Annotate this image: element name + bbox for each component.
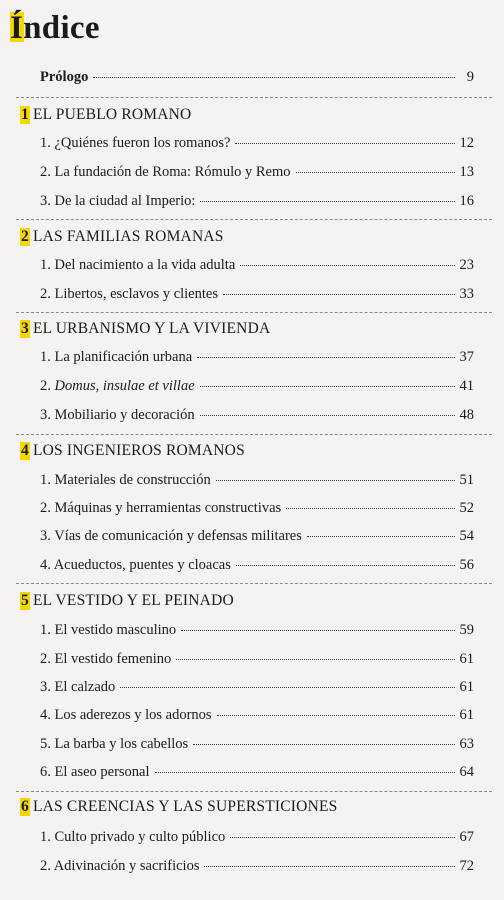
toc-entry-label [40,378,195,395]
toc-entry-page: 63 [459,736,474,752]
toc-entry[interactable] [40,736,474,756]
toc-entry[interactable] [40,472,474,492]
section-number: 6 [21,798,29,815]
toc-entry-label: 1. Culto privado y culto público [40,829,226,845]
section-heading-1[interactable] [20,106,480,128]
toc-entry-page: 23 [459,257,474,273]
section-title: LOS INGENIEROS ROMANOS [32,442,245,459]
toc-entry-prologue[interactable] [40,69,474,89]
toc-entry[interactable] [40,707,474,727]
toc-entry[interactable] [40,557,474,577]
leader-dots [217,705,455,716]
toc-entry[interactable] [40,764,474,784]
toc-entry[interactable] [40,193,474,213]
leader-dots [240,255,454,266]
leader-dots [193,734,454,745]
section-number: 1 [21,106,29,123]
leader-dots [286,498,454,509]
toc-entry-label: 3. Mobiliario y decoración [40,407,195,423]
toc-entry-label-italic: Domus, insulae et villae [54,378,195,394]
section-number: 3 [21,320,29,337]
section-title: LAS FAMILIAS ROMANAS [32,228,224,245]
leader-dots [200,376,455,387]
toc-entry-label-prefix: 2. [40,378,55,394]
toc-entry[interactable] [40,407,474,427]
section-divider [16,219,492,220]
toc-entry-label: 5. La barba y los cabellos [40,736,189,752]
section-heading-4[interactable] [20,442,480,464]
section-number: 5 [21,592,29,609]
toc-entry-page: 16 [459,193,474,209]
toc-entry-label: 1. Del nacimiento a la vida adulta [40,257,236,273]
leader-dots [204,856,454,867]
toc-entry-label: 3. Vías de comunicación y defensas militares [40,528,302,544]
toc-entry-page: 41 [459,378,474,394]
section-divider [16,97,492,98]
toc-entry-page: 51 [459,472,474,488]
leader-dots [200,405,455,416]
leader-dots [307,526,455,537]
toc-entry-page: 12 [459,135,474,151]
section-heading-2[interactable] [20,228,480,250]
toc-entry-label: 1. ¿Quiénes fueron los romanos? [40,135,231,151]
leader-dots [93,67,455,78]
toc-entry[interactable] [40,829,474,849]
toc-entry-label: 3. De la ciudad al Imperio: [40,193,196,209]
toc-entry-page: 72 [459,858,474,874]
toc-entry-page: 33 [459,286,474,302]
section-title: EL PUEBLO ROMANO [32,106,192,123]
leader-dots [296,162,455,173]
toc-entry[interactable] [40,651,474,671]
leader-dots [230,827,454,838]
leader-dots [176,649,454,660]
toc-entry-page: 37 [459,349,474,365]
toc-entry-page: 56 [459,557,474,573]
toc-entry-page: 9 [466,69,474,85]
toc-entry-label: 2. Máquinas y herramientas constructivas [40,500,282,516]
leader-dots [120,677,454,688]
section-divider [16,434,492,435]
leader-dots [200,191,454,202]
toc-entry-page: 61 [459,707,474,723]
toc-entry-page: 54 [459,528,474,544]
toc-entry[interactable] [40,528,474,548]
toc-entry[interactable] [40,135,474,155]
toc-entry[interactable] [40,257,474,277]
toc-entry-page: 48 [459,407,474,423]
section-title: EL URBANISMO Y LA VIVIENDA [32,320,271,337]
toc-entry[interactable] [40,378,474,398]
toc-entry-page: 13 [459,164,474,180]
toc-entry-label: 2. Libertos, esclavos y clientes [40,286,218,302]
toc-entry[interactable] [40,622,474,642]
toc-entry[interactable] [40,679,474,699]
section-divider [16,312,492,313]
toc-entry-page: 61 [459,651,474,667]
leader-dots [223,284,455,295]
leader-dots [197,347,454,358]
section-heading-6[interactable] [20,798,480,820]
toc-entry-label: 2. Adivinación y sacrificios [40,858,200,874]
toc-entry[interactable] [40,164,474,184]
section-divider [16,791,492,792]
section-heading-5[interactable] [20,592,480,614]
toc-entry-label: 4. Acueductos, puentes y cloacas [40,557,231,573]
leader-dots [236,555,455,566]
toc-entry-label: 2. El vestido femenino [40,651,172,667]
leader-dots [235,133,454,144]
section-number: 2 [21,228,29,245]
toc-entry[interactable] [40,858,474,878]
toc-entry-page: 64 [459,764,474,780]
section-heading-3[interactable] [20,320,480,342]
toc-entry-page: 67 [459,829,474,845]
leader-dots [155,762,455,773]
toc-entry[interactable] [40,500,474,520]
toc-entry-label: 1. La planificación urbana [40,349,193,365]
toc-entry-page: 61 [459,679,474,695]
toc-entry-label: 6. El aseo personal [40,764,150,780]
toc-entry-label: 2. La fundación de Roma: Rómulo y Remo [40,164,291,180]
toc-entry-label: 1. El vestido masculino [40,622,177,638]
toc-entry-label: 1. Materiales de construcción [40,472,211,488]
toc-entry[interactable] [40,286,474,306]
toc-entry-label: Prólogo [40,69,89,85]
page-title: Índice [10,10,100,46]
leader-dots [216,470,455,481]
section-title: EL VESTIDO Y EL PEINADO [32,592,234,609]
toc-entry-page: 52 [459,500,474,516]
toc-entry[interactable] [40,349,474,369]
toc-entry-page: 59 [459,622,474,638]
section-divider [16,583,492,584]
toc-entry-label: 3. El calzado [40,679,116,695]
section-title: LAS CREENCIAS Y LAS SUPERSTICIONES [32,798,338,815]
leader-dots [181,620,454,631]
section-number: 4 [21,442,29,459]
toc-entry-label: 4. Los aderezos y los adornos [40,707,212,723]
